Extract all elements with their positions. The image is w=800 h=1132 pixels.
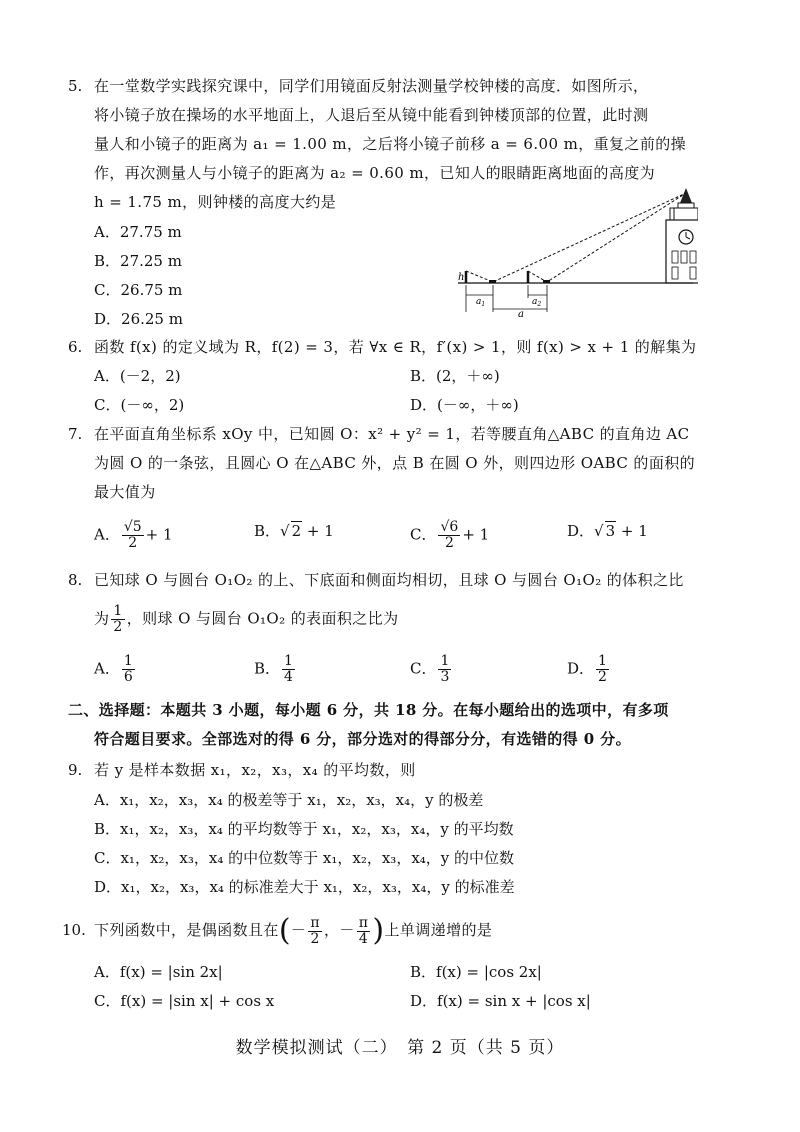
q8-option-a: A． $\frac{1}{6}$ (94, 653, 133, 685)
q10-option-d: D．f(x) = sin x + |cos x| (410, 992, 591, 1010)
q10-option-a: A．f(x) = |sin 2x| (94, 963, 223, 981)
q7-option-c: C． $\frac{√6}{2}$ + 1 (410, 519, 490, 551)
q6-option-d: D．(－∞，＋∞) (410, 396, 519, 414)
q9-option-c: C．x₁，x₂，x₃，x₄ 的中位数等于 x₁，x₂，x₃，x₄，y 的中位数 (94, 849, 515, 867)
q9-stem: 若 y 是样本数据 x₁，x₂，x₃，x₄ 的平均数，则 (94, 761, 416, 779)
q7-option-a: A． $\frac{√5}{2}$ + 1 (94, 519, 173, 551)
q5-line-1: 在一堂数学实践探究课中，同学们用镜面反射法测量学校钟楼的高度．如图所示， (94, 77, 649, 95)
q8-line-1: 已知球 O 与圆台 O₁O₂ 的上、下底面和侧面均相切，且球 O 与圆台 O₁O₂ 的体积之比 (94, 571, 684, 589)
q5-option-b: B．27.25 m (94, 252, 182, 270)
label-a1: $a_1$ (476, 297, 486, 308)
q6-option-c: C．(－∞，2) (94, 396, 185, 414)
sight-line-1 (466, 193, 686, 282)
q10-stem: 下列函数中，是偶函数且在(－ $\frac{\pi}{2}$ ，－ $\frac{\pi}{4}$ )上单调递增的是 (94, 913, 493, 948)
q8-option-c: C． $\frac{1}{3}$ (410, 653, 450, 685)
q5-figure (448, 185, 698, 317)
section-2-heading-line-1: 二、选择题：本题共 3 小题，每小题 6 分，共 18 分。在每小题给出的选项中，有多项 (68, 701, 669, 719)
section-2-heading-line-2: 符合题目要求。全部选对的得 6 分，部分选对的得部分分，有选错的得 0 分。 (94, 730, 631, 748)
q9-option-a: A．x₁，x₂，x₃，x₄ 的极差等于 x₁，x₂，x₃，x₄，y 的极差 (94, 791, 484, 809)
q9-number: 9. (68, 761, 83, 779)
q10-option-b: B．f(x) = |cos 2x| (410, 963, 542, 981)
q5-line-3: 量人和小镜子的距离为 a₁ = 1.00 m，之后将小镜子前移 a = 6.00 m，重复之前的操 (94, 135, 687, 153)
sight-line-2 (528, 193, 686, 282)
clock-tower-icon (666, 188, 698, 283)
q5-line-5: h = 1.75 m，则钟楼的高度大约是 (94, 193, 337, 211)
label-h: h (458, 272, 465, 283)
q5-number: 5. (68, 77, 83, 95)
q7-line-2: 为圆 O 的一条弦，且圆心 O 在△ABC 外，点 B 在圆 O 外，则四边形 OABC 的面积的 (94, 454, 696, 472)
q7-option-b: B．√ 2 + 1 (254, 522, 334, 540)
q6-stem: 函数 f(x) 的定义域为 R，f(2) = 3，若 ∀x ∈ R，f′(x) > 1，则 f(x) > x + 1 的解集为 (94, 338, 697, 356)
q5-line-4: 作，再次测量人与小镜子的距离为 a₂ = 0.60 m，已知人的眼睛距离地面的高度为 (94, 164, 656, 182)
q7-line-1: 在平面直角坐标系 xOy 中，已知圆 O：x² + y² = 1，若等腰直角△ABC 的直角边 AC (94, 425, 690, 443)
q5-line-2: 将小镜子放在操场的水平地面上，人退后至从镜中能看到钟楼顶部的位置，此时测 (94, 106, 649, 124)
q6-option-b: B．(2，＋∞) (410, 367, 500, 385)
q10-number: 10. (62, 921, 86, 939)
q5-option-d: D．26.25 m (94, 310, 183, 328)
q7-number: 7. (68, 425, 83, 443)
q5-option-c: C．26.75 m (94, 281, 183, 299)
q10-option-c: C．f(x) = |sin x| + cos x (94, 992, 275, 1010)
q7-line-3: 最大值为 (94, 483, 156, 501)
q9-option-d: D．x₁，x₂，x₃，x₄ 的标准差大于 x₁，x₂，x₃，x₄，y 的标准差 (94, 878, 515, 896)
q6-number: 6. (68, 338, 83, 356)
q6-option-a: A．(－2，2) (94, 367, 181, 385)
q7-option-d: D．√ 3 + 1 (567, 522, 648, 540)
label-a2: $a_2$ (532, 297, 542, 308)
q5-option-a: A．27.75 m (94, 223, 182, 241)
q8-line-2: 为 $\frac{1}{2}$ ，则球 O 与圆台 O₁O₂ 的表面积之比为 (94, 603, 399, 635)
label-a: a (518, 309, 524, 317)
q8-number: 8. (68, 571, 83, 589)
q9-option-b: B．x₁，x₂，x₃，x₄ 的平均数等于 x₁，x₂，x₃，x₄，y 的平均数 (94, 820, 514, 838)
q8-option-d: D． $\frac{1}{2}$ (567, 653, 607, 685)
q8-option-b: B． $\frac{1}{4}$ (254, 653, 293, 685)
page-footer: 数学模拟测试（二） 第 2 页（共 5 页） (235, 1038, 565, 1058)
